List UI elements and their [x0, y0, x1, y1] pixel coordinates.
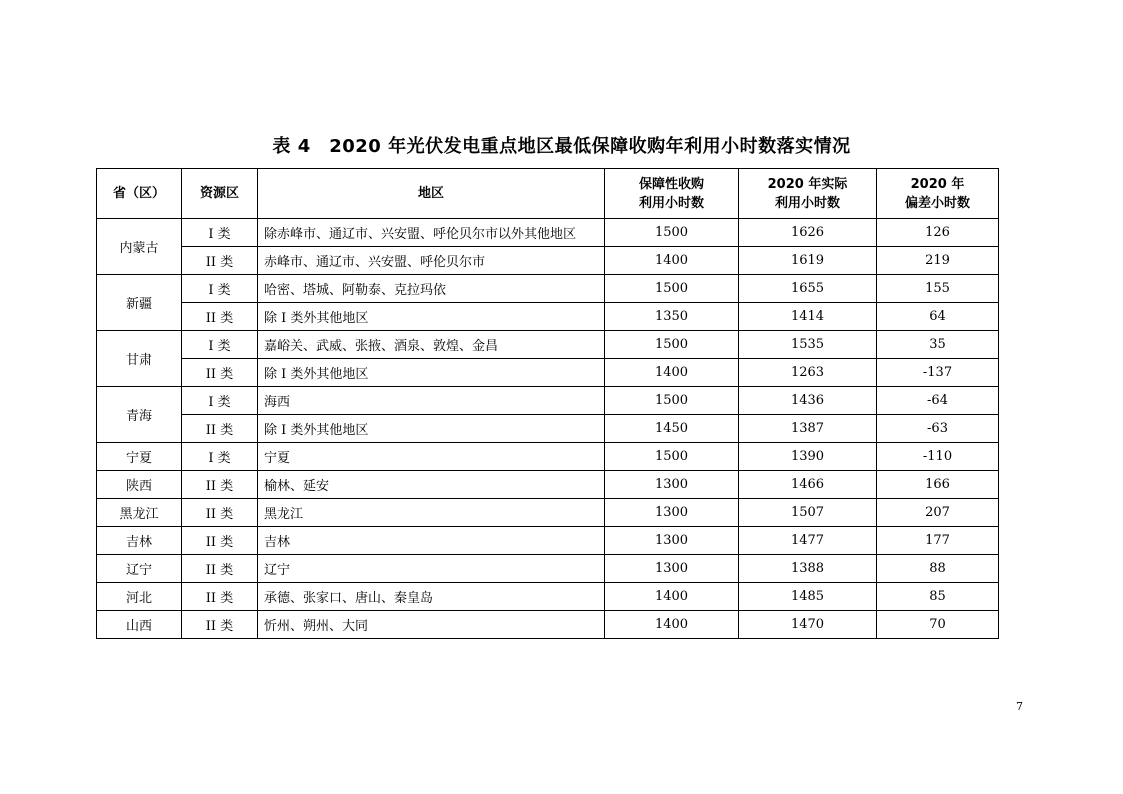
table-row	[97, 247, 999, 275]
cell-guaranteed-hours: 1400	[605, 583, 739, 611]
cell-guaranteed-hours: 1400	[605, 359, 739, 387]
cell-deviation-hours: 207	[877, 499, 999, 527]
cell-province: 山西	[97, 611, 182, 639]
cell-actual-hours: 1387	[739, 415, 877, 443]
cell-deviation-hours: 219	[877, 247, 999, 275]
cell-deviation-hours: 85	[877, 583, 999, 611]
cell-deviation-hours: 177	[877, 527, 999, 555]
cell-deviation-hours: -64	[877, 387, 999, 415]
header-deviation-hours: 2020 年 偏差小时数	[877, 169, 999, 219]
cell-resource-zone: II 类	[182, 415, 258, 443]
cell-deviation-hours: -63	[877, 415, 999, 443]
header-guaranteed-hours: 保障性收购 利用小时数	[605, 169, 739, 219]
cell-area: 黑龙江	[258, 499, 605, 527]
cell-actual-hours: 1535	[739, 331, 877, 359]
cell-area: 除赤峰市、通辽市、兴安盟、呼伦贝尔市以外其他地区	[258, 219, 605, 247]
cell-guaranteed-hours: 1350	[605, 303, 739, 331]
cell-actual-hours: 1390	[739, 443, 877, 471]
cell-area: 海西	[258, 387, 605, 415]
cell-resource-zone: II 类	[182, 583, 258, 611]
cell-guaranteed-hours: 1300	[605, 499, 739, 527]
cell-area: 嘉峪关、武威、张掖、酒泉、敦煌、金昌	[258, 331, 605, 359]
cell-guaranteed-hours: 1500	[605, 443, 739, 471]
header-row	[97, 169, 999, 219]
cell-deviation-hours: 166	[877, 471, 999, 499]
table-row	[97, 415, 999, 443]
header-resource-zone: 资源区	[182, 169, 258, 219]
table-row	[97, 219, 999, 247]
cell-province: 河北	[97, 583, 182, 611]
cell-resource-zone: II 类	[182, 611, 258, 639]
cell-area: 忻州、朔州、大同	[258, 611, 605, 639]
cell-area: 吉林	[258, 527, 605, 555]
header-area: 地区	[258, 169, 605, 219]
cell-deviation-hours: -110	[877, 443, 999, 471]
cell-resource-zone: II 类	[182, 527, 258, 555]
cell-province: 甘肃	[97, 331, 182, 387]
cell-deviation-hours: 126	[877, 219, 999, 247]
cell-actual-hours: 1626	[739, 219, 877, 247]
cell-resource-zone: I 类	[182, 219, 258, 247]
cell-deviation-hours: 64	[877, 303, 999, 331]
table-title: 表 4 2020 年光伏发电重点地区最低保障收购年利用小时数落实情况	[272, 136, 851, 157]
cell-actual-hours: 1485	[739, 583, 877, 611]
table-row	[97, 583, 999, 611]
cell-province: 黑龙江	[97, 499, 182, 527]
cell-resource-zone: II 类	[182, 359, 258, 387]
table-row	[97, 499, 999, 527]
cell-guaranteed-hours: 1500	[605, 387, 739, 415]
cell-deviation-hours: 35	[877, 331, 999, 359]
header-actual-hours: 2020 年实际 利用小时数	[739, 169, 877, 219]
cell-province: 宁夏	[97, 443, 182, 471]
cell-area: 榆林、延安	[258, 471, 605, 499]
cell-actual-hours: 1470	[739, 611, 877, 639]
cell-province: 青海	[97, 387, 182, 443]
cell-guaranteed-hours: 1400	[605, 611, 739, 639]
cell-area: 承德、张家口、唐山、秦皇岛	[258, 583, 605, 611]
table-row	[97, 527, 999, 555]
table-row	[97, 331, 999, 359]
cell-guaranteed-hours: 1450	[605, 415, 739, 443]
cell-deviation-hours: 88	[877, 555, 999, 583]
cell-deviation-hours: 155	[877, 275, 999, 303]
cell-resource-zone: II 类	[182, 499, 258, 527]
cell-actual-hours: 1477	[739, 527, 877, 555]
cell-actual-hours: 1466	[739, 471, 877, 499]
data-table	[96, 168, 999, 639]
cell-resource-zone: I 类	[182, 275, 258, 303]
cell-area: 除 I 类外其他地区	[258, 303, 605, 331]
page-number: 7	[1016, 700, 1023, 713]
cell-province: 新疆	[97, 275, 182, 331]
cell-area: 除 I 类外其他地区	[258, 359, 605, 387]
cell-guaranteed-hours: 1500	[605, 219, 739, 247]
cell-resource-zone: I 类	[182, 387, 258, 415]
table-row	[97, 443, 999, 471]
cell-province: 辽宁	[97, 555, 182, 583]
cell-area: 宁夏	[258, 443, 605, 471]
cell-area: 哈密、塔城、阿勒泰、克拉玛依	[258, 275, 605, 303]
cell-guaranteed-hours: 1300	[605, 527, 739, 555]
cell-province: 吉林	[97, 527, 182, 555]
cell-area: 除 I 类外其他地区	[258, 415, 605, 443]
table-row	[97, 471, 999, 499]
cell-guaranteed-hours: 1300	[605, 471, 739, 499]
table-row	[97, 275, 999, 303]
table-row	[97, 303, 999, 331]
cell-actual-hours: 1619	[739, 247, 877, 275]
cell-actual-hours: 1263	[739, 359, 877, 387]
cell-guaranteed-hours: 1400	[605, 247, 739, 275]
cell-actual-hours: 1388	[739, 555, 877, 583]
cell-actual-hours: 1655	[739, 275, 877, 303]
cell-guaranteed-hours: 1300	[605, 555, 739, 583]
cell-resource-zone: II 类	[182, 303, 258, 331]
table-row	[97, 359, 999, 387]
cell-resource-zone: I 类	[182, 443, 258, 471]
cell-province: 内蒙古	[97, 219, 182, 275]
cell-area: 辽宁	[258, 555, 605, 583]
cell-area: 赤峰市、通辽市、兴安盟、呼伦贝尔市	[258, 247, 605, 275]
cell-actual-hours: 1414	[739, 303, 877, 331]
cell-actual-hours: 1507	[739, 499, 877, 527]
cell-guaranteed-hours: 1500	[605, 331, 739, 359]
cell-guaranteed-hours: 1500	[605, 275, 739, 303]
table-row	[97, 387, 999, 415]
cell-resource-zone: II 类	[182, 471, 258, 499]
table-header	[97, 169, 999, 219]
cell-resource-zone: II 类	[182, 555, 258, 583]
table-row	[97, 611, 999, 639]
cell-resource-zone: I 类	[182, 331, 258, 359]
cell-deviation-hours: 70	[877, 611, 999, 639]
table-body	[97, 219, 999, 639]
table-row	[97, 555, 999, 583]
cell-resource-zone: II 类	[182, 247, 258, 275]
header-province: 省（区）	[97, 169, 182, 219]
cell-deviation-hours: -137	[877, 359, 999, 387]
cell-province: 陕西	[97, 471, 182, 499]
cell-actual-hours: 1436	[739, 387, 877, 415]
